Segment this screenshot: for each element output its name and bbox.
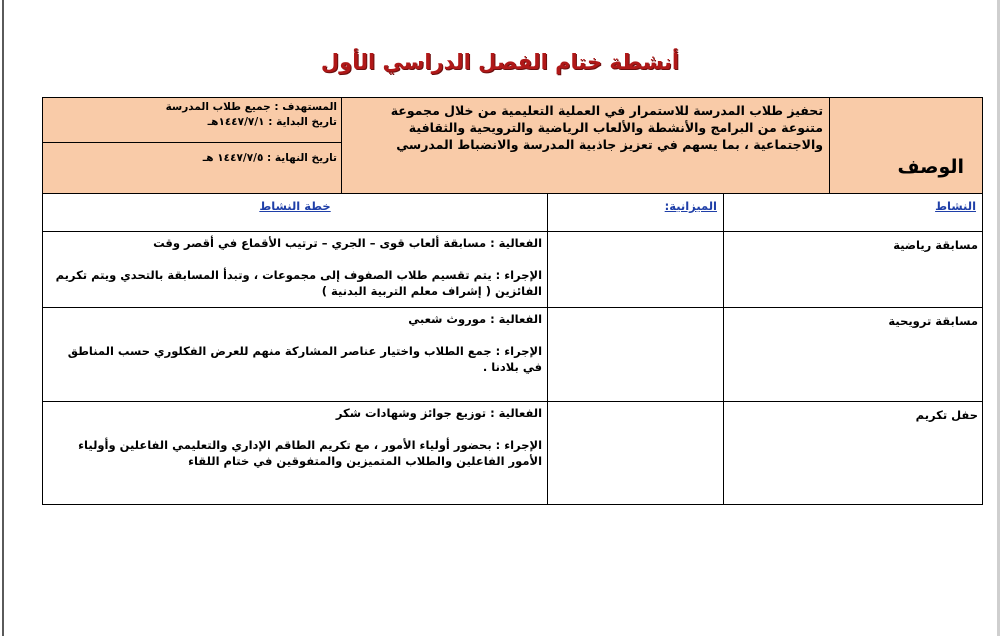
activity-plan: [43, 232, 548, 308]
meta-top: [43, 98, 341, 143]
activity-budget: [548, 232, 724, 308]
description-label: الوصف: [830, 98, 983, 194]
activity-budget: [548, 402, 724, 505]
table-row: [43, 402, 983, 505]
header-budget: الميزانية:: [548, 194, 724, 232]
description-row: [43, 98, 983, 194]
page-left-edge: [2, 0, 4, 636]
activity-event: الفعالية : موروث شعبي: [408, 312, 543, 326]
activity-name: حفل تكريم: [724, 402, 983, 505]
activity-procedure: الإجراء : جمع الطلاب واختيار عناصر المشاركة منهم للعرض الفكلوري حسب المناطق في بلادنا .: [67, 344, 543, 374]
table-row: [43, 308, 983, 402]
activity-event: الفعالية : توزيع جوائز وشهادات شكر: [335, 406, 543, 420]
meta-info: [43, 98, 342, 194]
activity-plan: [43, 308, 548, 402]
column-header-row: [43, 194, 983, 232]
description-text: تحفيز طلاب المدرسة للاستمرار في العملية التعليمية من خلال مجموعة متنوعة من البرامج والأنشطة والألعاب الرياضية والترويحية والثقافية والاجتماعية ، بما يسهم في تعزيز جاذبية المدرسة والانضباط المدرسي: [342, 98, 830, 194]
meta-bottom: [43, 143, 341, 193]
activity-plan-table: [42, 97, 983, 505]
activity-plan: [43, 402, 548, 505]
header-activity: النشاط: [724, 194, 983, 232]
start-date-label: تاريخ البداية : ١٤٤٧/٧/١هـ: [207, 116, 337, 128]
activity-budget: [548, 308, 724, 402]
activity-procedure: الإجراء : بحضور أولياء الأمور ، مع تكريم الطاقم الإداري والتعليمي الفاعلين وأولياء الأمور الفاعلين والطلاب المتميزين والمتفوقين في ختام اللقاء: [78, 438, 543, 468]
activity-procedure: الإجراء : يتم تقسيم طلاب الصفوف إلى مجموعات ، وتبدأ المسابقة بالتحدي ويتم تكريم الفائزين ( إشراف معلم التربية البدنية ): [55, 268, 543, 298]
end-date-label: تاريخ النهاية : ١٤٤٧/٧/٥ هـ: [202, 152, 337, 164]
table-row: [43, 232, 983, 308]
header-plan: خطة النشاط: [43, 194, 548, 232]
activity-name: مسابقة ترويحية: [724, 308, 983, 402]
activity-name: مسابقة رياضية: [724, 232, 983, 308]
page-title: أنشطة ختام الفصل الدراسي الأول: [320, 50, 680, 74]
beneficiary-label: المستهدف : جميع طلاب المدرسة: [165, 101, 337, 113]
activity-event: الفعالية : مسابقة ألعاب قوى – الجري – ترتيب الأقماع في أقصر وقت: [153, 236, 543, 250]
